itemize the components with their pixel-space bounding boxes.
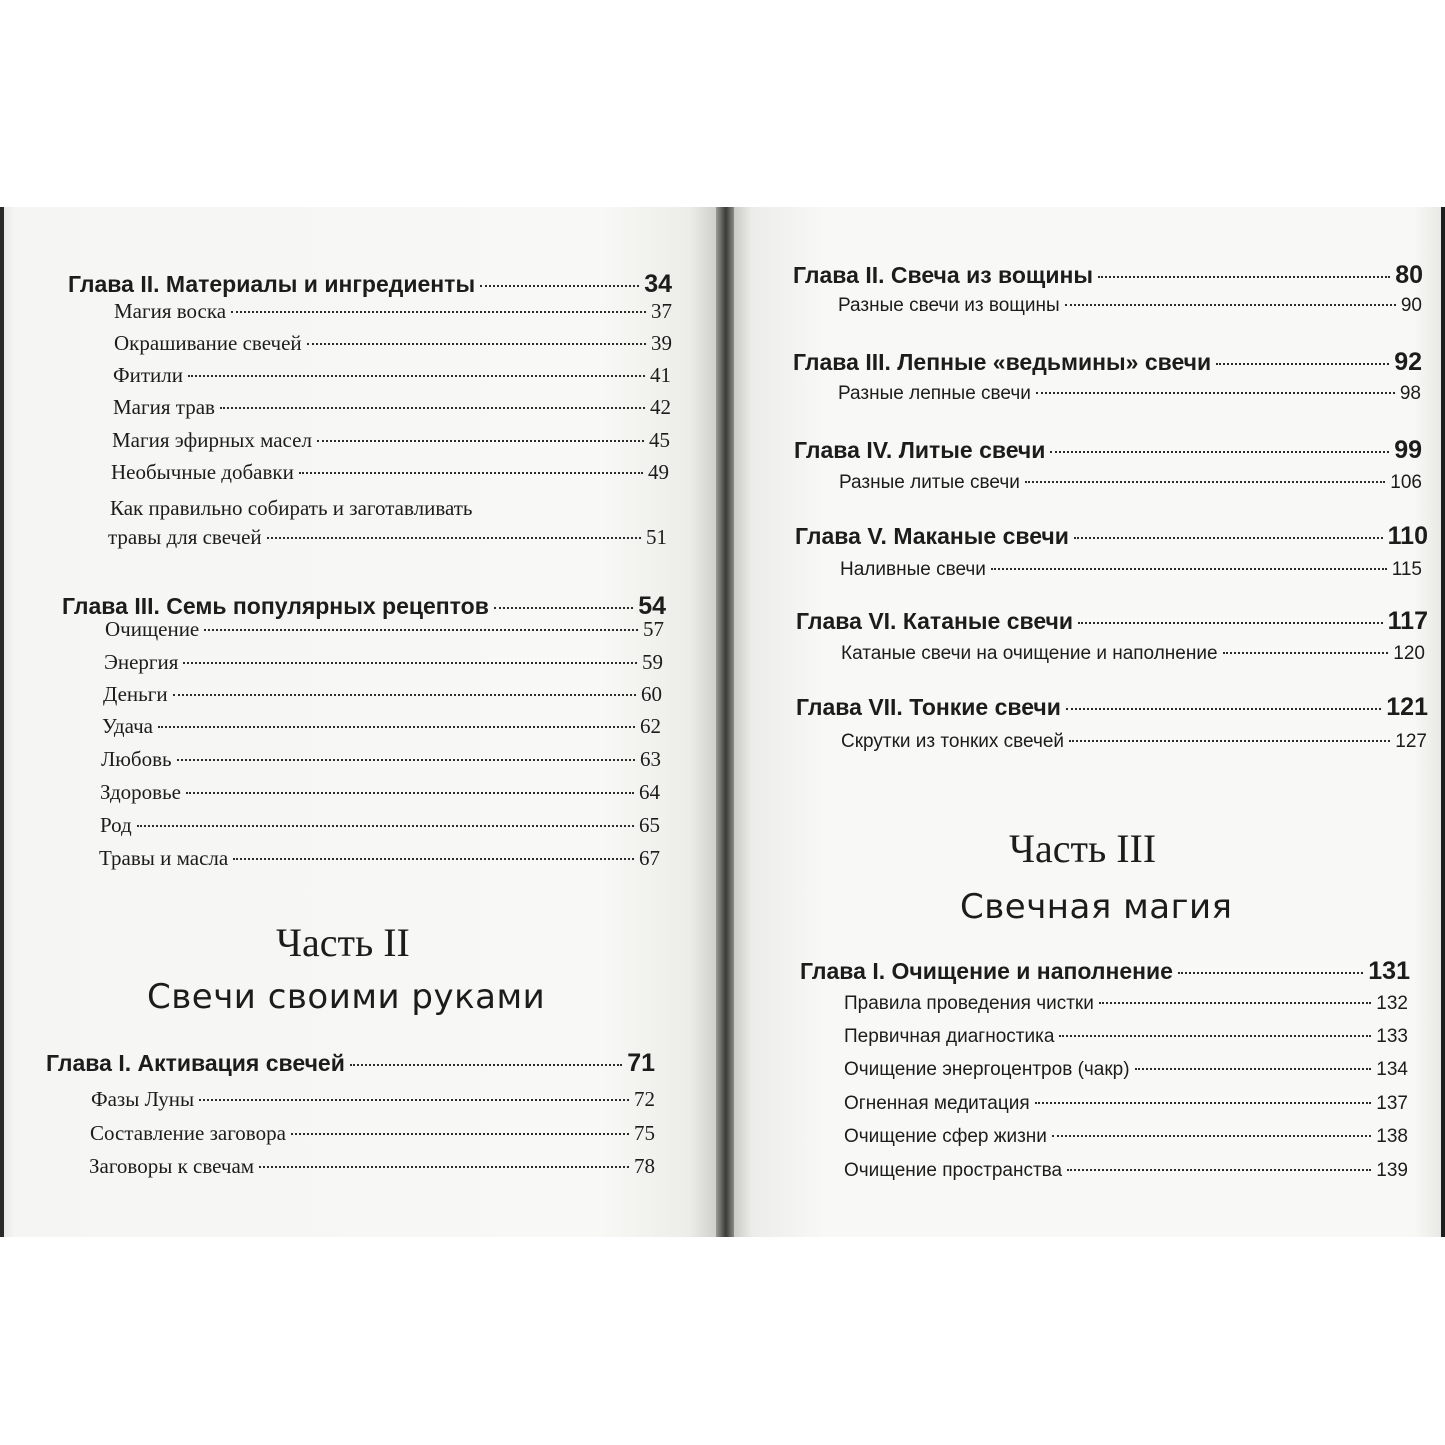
item-label: Очищение пространства: [844, 1160, 1063, 1181]
item-label: Деньги: [103, 682, 168, 706]
part-subtitle: Свечная магия: [960, 887, 1233, 927]
open-book: [0, 207, 1445, 1237]
dot-leader: [188, 375, 645, 377]
item-label: Окрашивание свечей: [114, 331, 302, 355]
page-number: 41: [650, 363, 671, 387]
page-number: 45: [649, 428, 670, 452]
chapter-title: Глава II. Материалы и ингредиенты: [68, 271, 476, 297]
part-subtitle: Свечи своими руками: [147, 977, 546, 1017]
dot-leader: [1025, 481, 1385, 483]
item-label: Катаные свечи на очищение и наполнение: [841, 643, 1218, 664]
toc-item-row[interactable]: [114, 331, 672, 356]
dot-leader: [307, 343, 646, 345]
dot-leader: [350, 1064, 622, 1066]
dot-leader: [1059, 1035, 1371, 1037]
dot-leader: [1216, 363, 1389, 365]
chapter-title: Глава V. Маканые свечи: [795, 523, 1069, 549]
toc-item-row[interactable]: [100, 813, 660, 838]
part-title: Часть II: [276, 920, 410, 965]
toc-item-row[interactable]: [844, 1126, 1408, 1148]
page-number: 98: [1399, 383, 1421, 404]
toc-chapter-row[interactable]: [46, 1049, 655, 1078]
left-page: [0, 207, 716, 1237]
dot-leader: [494, 607, 633, 609]
dot-leader: [1223, 652, 1389, 654]
page-number: 132: [1376, 993, 1408, 1014]
item-label: Правила проведения чистки: [844, 993, 1094, 1014]
dot-leader: [137, 825, 634, 827]
item-label: Необычные добавки: [111, 460, 294, 484]
chapter-title: Глава I. Активация свечей: [46, 1050, 345, 1076]
item-label: травы для свечей: [108, 525, 262, 549]
item-label: Магия эфирных масел: [112, 428, 312, 452]
page-number: 67: [639, 846, 660, 870]
left-page-edge: [0, 207, 4, 1237]
page-number: 80: [1395, 261, 1423, 289]
dot-leader: [317, 440, 644, 442]
toc-item-row[interactable]: [91, 1087, 655, 1112]
toc-item-row[interactable]: [89, 1154, 655, 1179]
page-number: 120: [1393, 643, 1425, 664]
page-number: 78: [634, 1154, 655, 1178]
toc-chapter-row[interactable]: [796, 693, 1428, 722]
page-number: 63: [640, 747, 661, 771]
toc-chapter-row[interactable]: [793, 261, 1423, 290]
toc-item-row[interactable]: [841, 643, 1425, 665]
dot-leader: [183, 662, 637, 664]
dot-leader: [186, 792, 634, 794]
toc-item-row[interactable]: [844, 1059, 1408, 1081]
page-number: 110: [1387, 522, 1428, 550]
chapter-title: Глава III. Лепные «ведьмины» свечи: [793, 349, 1212, 375]
page-number: 62: [640, 714, 661, 738]
item-label: Магия воска: [114, 299, 227, 323]
page-number: 54: [638, 592, 666, 620]
toc-item-row[interactable]: [104, 650, 663, 675]
page-number: 127: [1395, 731, 1427, 752]
toc-item-row[interactable]: [840, 559, 1422, 581]
dot-leader: [1066, 708, 1381, 710]
toc-chapter-row[interactable]: [68, 270, 672, 299]
page-number: 139: [1376, 1160, 1408, 1181]
toc-item-row[interactable]: [112, 428, 670, 453]
dot-leader: [1035, 1102, 1372, 1104]
item-label: Разные лепные свечи: [838, 383, 1031, 404]
page-number: 75: [634, 1121, 655, 1145]
page-number: 90: [1400, 295, 1422, 316]
dot-leader: [259, 1166, 629, 1168]
toc-chapter-row[interactable]: [795, 522, 1428, 551]
dot-leader: [1098, 276, 1390, 278]
page-number: 115: [1391, 559, 1422, 580]
part-title: Часть III: [1009, 826, 1157, 871]
item-label: Магия трав: [113, 395, 215, 419]
toc-item-row[interactable]: [841, 731, 1427, 753]
toc-item-row[interactable]: [838, 383, 1421, 405]
item-label: Энергия: [104, 650, 179, 674]
toc-item-row[interactable]: [108, 525, 667, 550]
item-label: Фитили: [113, 363, 183, 387]
item-label: Огненная медитация: [844, 1093, 1030, 1114]
dot-leader: [267, 537, 641, 539]
toc-item-row[interactable]: [839, 472, 1422, 494]
dot-leader: [1135, 1068, 1372, 1070]
dot-leader: [231, 311, 646, 313]
chapter-title: Глава VII. Тонкие свечи: [796, 694, 1061, 720]
page-number: 138: [1376, 1126, 1408, 1147]
page-number: 71: [627, 1049, 655, 1077]
item-label: Заговоры к свечам: [89, 1154, 255, 1178]
toc-item-row[interactable]: [113, 363, 671, 388]
page-number: 51: [646, 525, 667, 549]
toc-chapter-row[interactable]: [793, 348, 1422, 377]
page-number: 57: [643, 617, 664, 641]
dot-leader: [991, 568, 1387, 570]
dot-leader: [158, 726, 635, 728]
dot-leader: [480, 285, 639, 287]
right-page-edge: [1441, 207, 1445, 1237]
item-label: Любовь: [101, 747, 172, 771]
dot-leader: [1036, 392, 1395, 394]
item-label: Очищение энергоцентров (чакр): [844, 1059, 1130, 1080]
dot-leader: [1178, 972, 1363, 974]
toc-item-row[interactable]: [103, 682, 662, 707]
page-number: 137: [1376, 1093, 1408, 1114]
dot-leader: [1067, 1169, 1371, 1171]
item-label: Скрутки из тонких свечей: [841, 731, 1065, 752]
page-number: 37: [651, 299, 672, 323]
toc-chapter-row[interactable]: [796, 607, 1428, 636]
toc-item-row[interactable]: [113, 395, 671, 420]
page-number: 65: [639, 813, 660, 837]
page-number: 72: [634, 1087, 655, 1111]
item-label: Наливные свечи: [840, 559, 986, 580]
chapter-title: Глава I. Очищение и наполнение: [800, 958, 1173, 984]
toc-item-row[interactable]: [844, 1026, 1408, 1048]
chapter-title: Глава VI. Катаные свечи: [796, 608, 1074, 634]
page-number: 99: [1394, 436, 1422, 464]
toc-item-row[interactable]: [99, 846, 660, 871]
toc-item-row[interactable]: [844, 1093, 1408, 1115]
dot-leader: [220, 407, 645, 409]
page-number: 121: [1386, 693, 1428, 721]
dot-leader: [233, 858, 634, 860]
page-number: 106: [1390, 472, 1422, 493]
item-label: Разные литые свечи: [839, 472, 1020, 493]
dot-leader: [204, 629, 638, 631]
page-number: 64: [639, 780, 660, 804]
chapter-title: Глава II. Свеча из вощины: [793, 262, 1093, 288]
toc-item-row[interactable]: [844, 1160, 1408, 1182]
item-label: Род: [100, 813, 132, 837]
item-label: Удача: [102, 714, 153, 738]
item-label: Очищение сфер жизни: [844, 1126, 1047, 1147]
toc-item-row[interactable]: [90, 1121, 655, 1146]
chapter-title: Глава III. Семь популярных рецептов: [62, 593, 489, 619]
toc-item-row[interactable]: [100, 780, 660, 805]
dot-leader: [1050, 451, 1389, 453]
toc-chapter-row[interactable]: [794, 436, 1422, 465]
toc-item-row[interactable]: [844, 993, 1408, 1015]
page-number: 131: [1368, 957, 1410, 985]
dot-leader: [299, 472, 643, 474]
dot-leader: [1074, 537, 1383, 539]
right-page: [734, 207, 1441, 1237]
dot-leader: [173, 694, 636, 696]
page-number: 42: [650, 395, 671, 419]
dot-leader: [199, 1099, 629, 1101]
dot-leader: [1078, 622, 1383, 624]
dot-leader: [1099, 1002, 1371, 1004]
toc-chapter-row[interactable]: [800, 957, 1410, 986]
toc-item-row[interactable]: [105, 617, 664, 642]
toc-item-row[interactable]: [101, 747, 661, 772]
page-number: 60: [641, 682, 662, 706]
dot-leader: [177, 759, 635, 761]
page-number: 92: [1394, 348, 1422, 376]
page-number: 34: [644, 270, 672, 298]
dot-leader: [1069, 740, 1390, 742]
toc-item-label-line1[interactable]: Как правильно собирать и заготавливать: [110, 496, 473, 520]
toc-item-row[interactable]: [838, 295, 1422, 317]
page-number: 39: [651, 331, 672, 355]
page-number: 59: [642, 650, 663, 674]
item-label: Составление заговора: [90, 1121, 286, 1145]
item-label: Здоровье: [100, 780, 181, 804]
toc-item-row[interactable]: [114, 299, 672, 324]
page-number: 49: [648, 460, 669, 484]
chapter-title: Глава IV. Литые свечи: [794, 437, 1046, 463]
page-number: 134: [1376, 1059, 1408, 1080]
item-label: Первичная диагностика: [844, 1026, 1055, 1047]
page-number: 133: [1376, 1026, 1408, 1047]
item-label: Разные свечи из вощины: [838, 295, 1060, 316]
dot-leader: [291, 1133, 629, 1135]
dot-leader: [1052, 1135, 1371, 1137]
item-label: Травы и масла: [99, 846, 229, 870]
dot-leader: [1065, 304, 1396, 306]
item-label: Фазы Луны: [91, 1087, 195, 1111]
book-gutter: [716, 207, 734, 1237]
toc-item-row[interactable]: [111, 460, 669, 485]
item-label: Очищение: [105, 617, 200, 641]
toc-item-row[interactable]: [102, 714, 661, 739]
page-number: 117: [1387, 607, 1428, 635]
